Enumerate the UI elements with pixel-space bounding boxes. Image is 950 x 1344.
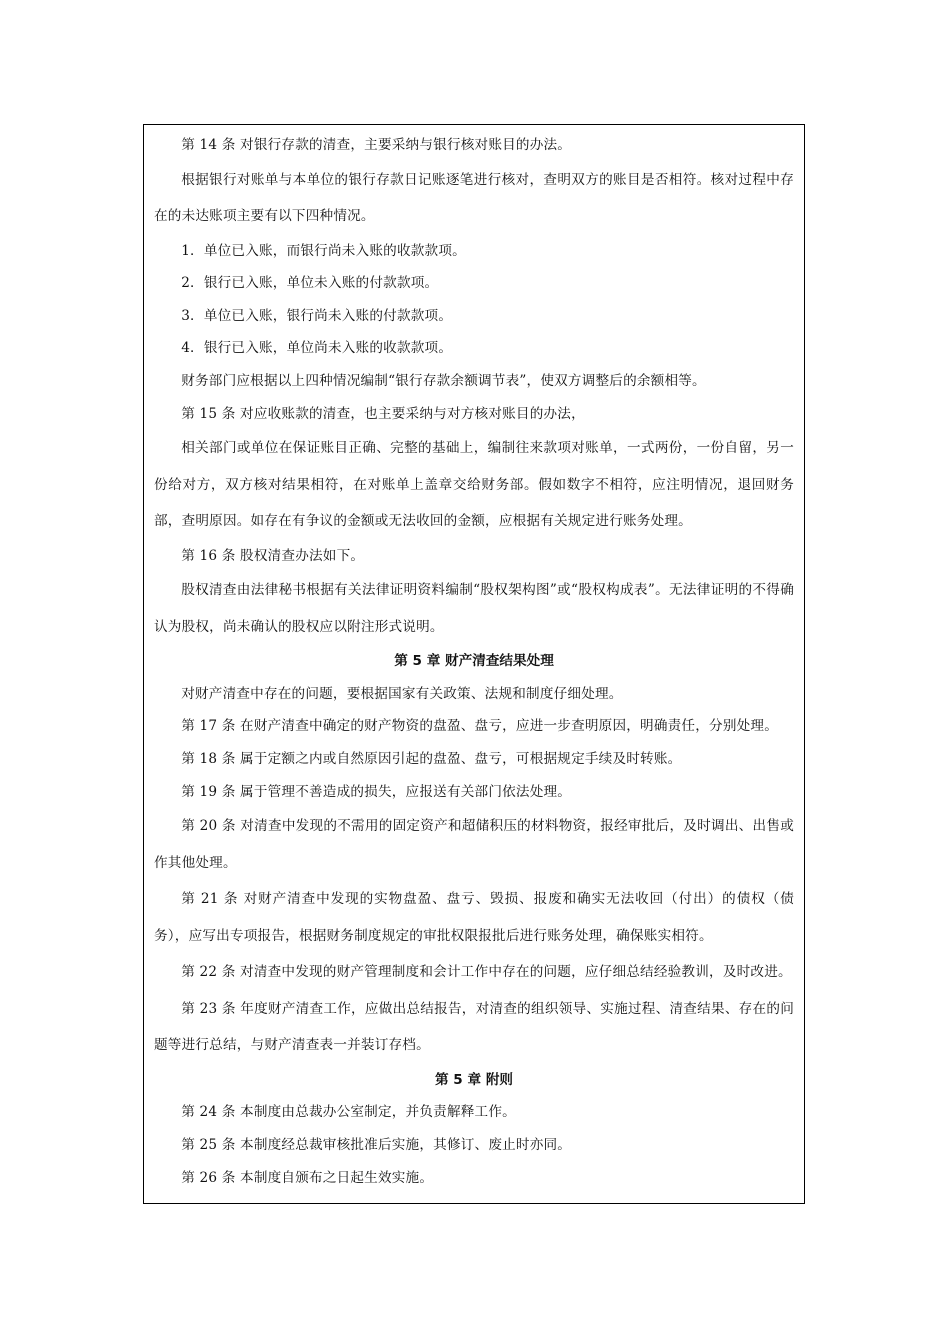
article-26: 第 26 条 本制度自颁布之日起生效实施。 (181, 1169, 434, 1186)
chapter-heading-appendix: 第 5 章 附则 (434, 1071, 514, 1088)
article-22: 第 22 条 对清查中发现的财产管理制度和会计工作中存在的问题，应仔细总结经验教训，及时改进。 (181, 964, 792, 981)
article-24: 第 24 条 本制度由总裁办公室制定，并负责解释工作。 (181, 1104, 516, 1121)
list-item-2: 2．银行已入账，单位未入账的付款款项。 (181, 275, 439, 292)
article-16: 第 16 条 股权清查办法如下。 (181, 547, 365, 564)
chapter-heading-results: 第 5 章 财产清查结果处理 (394, 653, 554, 670)
document-frame (143, 124, 805, 1204)
article-25: 第 25 条 本制度经总裁审核批准后实施，其修订、废止时亦同。 (181, 1136, 572, 1153)
article-14: 第 14 条 对银行存款的清查，主要采纳与银行核对账目的办法。 (181, 137, 572, 153)
reconciliation-note: 财务部门应根据以上四种情况编制“银行存款余额调节表”，使双方调整后的余额相等。 (181, 372, 706, 389)
article-18: 第 18 条 属于定额之内或自然原因引起的盘盈、盘亏，可根据规定手续及时转账。 (181, 751, 682, 768)
article-15: 第 15 条 对应收账款的清查，也主要采纳与对方核对账目的办法， (181, 405, 585, 422)
article-14-detail: 根据银行对账单与本单位的银行存款日记账逐笔进行核对，查明双方的账目是否相符。核对过程中存在的未达账项主要有以下四种情况。 (154, 171, 794, 225)
article-17: 第 17 条 在财产清查中确定的财产物资的盘盈、盘亏，应进一步查明原因，明确责任，分别处理。 (181, 718, 778, 735)
list-item-3: 3．单位已入账，银行尚未入账的付款款项。 (181, 307, 453, 324)
article-20: 第 20 条 对清查中发现的不需用的固定资产和超储积压的材料物资，报经审批后，及时调出、出售或作其他处理。 (154, 818, 794, 871)
list-item-4: 4．银行已入账，单位尚未入账的收款款项。 (181, 340, 453, 357)
list-item-1: 1．单位已入账，而银行尚未入账的收款款项。 (181, 242, 466, 259)
article-21: 第 21 条 对财产清查中发现的实物盘盈、盘亏、毁损、报废和确实无法收回（付出）的债权（债务），应写出专项报告，根据财务制度规定的审批权限报批后进行账务处理，确保账实相符。 (154, 891, 794, 944)
article-23: 第 23 条 年度财产清查工作，应做出总结报告，对清查的组织领导、实施过程、清查结果、存在的问题等进行总结，与财产清查表一并装订存档。 (154, 1000, 794, 1054)
article-15-detail: 相关部门或单位在保证账目正确、完整的基础上，编制往来款项对账单，一式两份，一份自留，另一份给对方，双方核对结果相符，在对账单上盖章交给财务部。假如数字不相符，应注明情况，退回财务部，查明原因。如存在有争议的金额或无法收回的金额，应根据有关规定进行账务处理。 (154, 440, 794, 530)
article-19: 第 19 条 属于管理不善造成的损失，应报送有关部门依法处理。 (181, 783, 572, 800)
article-16-detail: 股权清查由法律秘书根据有关法律证明资料编制“股权架构图”或“股权构成表”。无法律证明的不得确认为股权，尚未确认的股权应以附注形式说明。 (154, 582, 794, 635)
chapter-intro: 对财产清查中存在的问题，要根据国家有关政策、法规和制度仔细处理。 (181, 685, 623, 702)
